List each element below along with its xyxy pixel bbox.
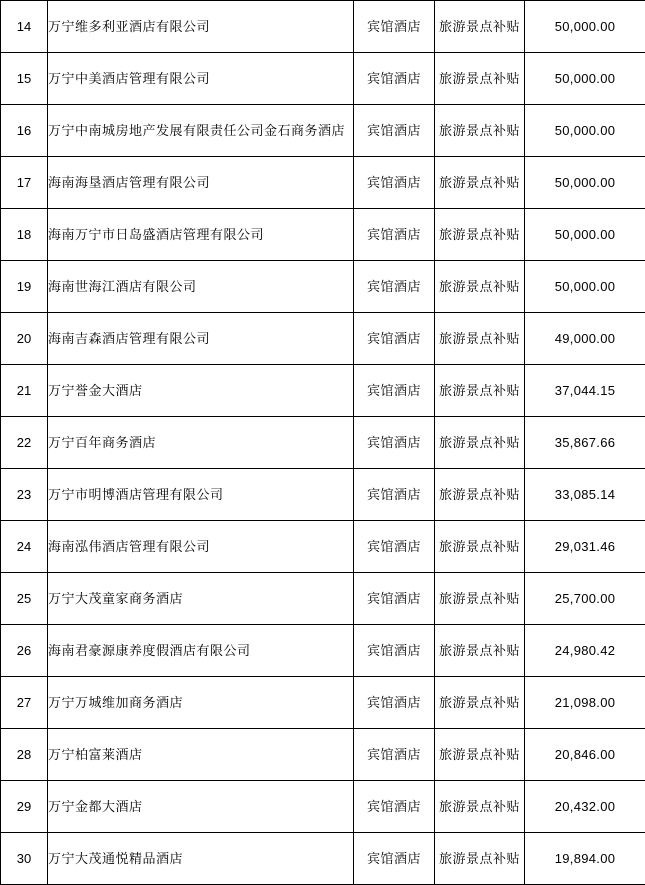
subsidy-category-cell: 旅游景点补贴	[435, 625, 525, 677]
subsidy-category-cell: 旅游景点补贴	[435, 1, 525, 53]
business-type-cell: 宾馆酒店	[354, 365, 435, 417]
business-type-cell: 宾馆酒店	[354, 677, 435, 729]
company-name-cell: 万宁百年商务酒店	[48, 417, 354, 469]
table-row	[1, 573, 645, 625]
company-name-cell: 万宁万城维加商务酒店	[48, 677, 354, 729]
table-row	[1, 365, 645, 417]
row-index-cell: 19	[1, 261, 48, 313]
table-row	[1, 677, 645, 729]
subsidy-category-cell: 旅游景点补贴	[435, 313, 525, 365]
company-name-cell: 海南泓伟酒店管理有限公司	[48, 521, 354, 573]
subsidy-category-cell: 旅游景点补贴	[435, 417, 525, 469]
table-row	[1, 833, 645, 885]
company-name-cell: 万宁金都大酒店	[48, 781, 354, 833]
business-type-cell: 宾馆酒店	[354, 105, 435, 157]
amount-cell: 24,980.42	[525, 625, 645, 677]
amount-cell: 35,867.66	[525, 417, 645, 469]
row-index-cell: 16	[1, 105, 48, 157]
company-name-cell: 海南万宁市日岛盛酒店管理有限公司	[48, 209, 354, 261]
table-row	[1, 261, 645, 313]
subsidy-category-cell: 旅游景点补贴	[435, 365, 525, 417]
business-type-cell: 宾馆酒店	[354, 1, 435, 53]
business-type-cell: 宾馆酒店	[354, 833, 435, 885]
business-type-cell: 宾馆酒店	[354, 209, 435, 261]
amount-cell: 20,846.00	[525, 729, 645, 781]
subsidy-category-cell: 旅游景点补贴	[435, 469, 525, 521]
business-type-cell: 宾馆酒店	[354, 261, 435, 313]
row-index-cell: 22	[1, 417, 48, 469]
business-type-cell: 宾馆酒店	[354, 417, 435, 469]
row-index-cell: 27	[1, 677, 48, 729]
table-row	[1, 209, 645, 261]
amount-cell: 50,000.00	[525, 1, 645, 53]
amount-cell: 50,000.00	[525, 53, 645, 105]
amount-cell: 50,000.00	[525, 157, 645, 209]
company-name-cell: 万宁中南城房地产发展有限责任公司金石商务酒店	[48, 105, 354, 157]
company-name-cell: 万宁中美酒店管理有限公司	[48, 53, 354, 105]
business-type-cell: 宾馆酒店	[354, 469, 435, 521]
amount-cell: 19,894.00	[525, 833, 645, 885]
amount-cell: 50,000.00	[525, 105, 645, 157]
row-index-cell: 23	[1, 469, 48, 521]
company-name-cell: 万宁大茂童家商务酒店	[48, 573, 354, 625]
business-type-cell: 宾馆酒店	[354, 625, 435, 677]
table-row	[1, 417, 645, 469]
subsidy-category-cell: 旅游景点补贴	[435, 157, 525, 209]
row-index-cell: 14	[1, 1, 48, 53]
row-index-cell: 24	[1, 521, 48, 573]
company-name-cell: 海南君豪源康养度假酒店有限公司	[48, 625, 354, 677]
table-row	[1, 313, 645, 365]
subsidy-category-cell: 旅游景点补贴	[435, 53, 525, 105]
row-index-cell: 18	[1, 209, 48, 261]
subsidy-category-cell: 旅游景点补贴	[435, 209, 525, 261]
business-type-cell: 宾馆酒店	[354, 157, 435, 209]
table-row	[1, 53, 645, 105]
row-index-cell: 26	[1, 625, 48, 677]
subsidy-category-cell: 旅游景点补贴	[435, 781, 525, 833]
table-row	[1, 105, 645, 157]
company-name-cell: 海南吉森酒店管理有限公司	[48, 313, 354, 365]
table-row	[1, 781, 645, 833]
table-row	[1, 625, 645, 677]
table-body	[1, 1, 645, 885]
amount-cell: 37,044.15	[525, 365, 645, 417]
business-type-cell: 宾馆酒店	[354, 573, 435, 625]
row-index-cell: 25	[1, 573, 48, 625]
table-row	[1, 521, 645, 573]
table-row	[1, 1, 645, 53]
company-name-cell: 万宁维多利亚酒店有限公司	[48, 1, 354, 53]
company-name-cell: 万宁市明博酒店管理有限公司	[48, 469, 354, 521]
row-index-cell: 20	[1, 313, 48, 365]
company-name-cell: 万宁柏富莱酒店	[48, 729, 354, 781]
company-name-cell: 海南海垦酒店管理有限公司	[48, 157, 354, 209]
subsidy-category-cell: 旅游景点补贴	[435, 677, 525, 729]
amount-cell: 33,085.14	[525, 469, 645, 521]
amount-cell: 50,000.00	[525, 209, 645, 261]
table-row	[1, 469, 645, 521]
row-index-cell: 29	[1, 781, 48, 833]
subsidy-category-cell: 旅游景点补贴	[435, 729, 525, 781]
subsidy-category-cell: 旅游景点补贴	[435, 105, 525, 157]
amount-cell: 50,000.00	[525, 261, 645, 313]
row-index-cell: 21	[1, 365, 48, 417]
business-type-cell: 宾馆酒店	[354, 313, 435, 365]
table-row	[1, 157, 645, 209]
amount-cell: 49,000.00	[525, 313, 645, 365]
business-type-cell: 宾馆酒店	[354, 521, 435, 573]
subsidy-category-cell: 旅游景点补贴	[435, 573, 525, 625]
company-name-cell: 万宁大茂通悦精品酒店	[48, 833, 354, 885]
subsidy-category-cell: 旅游景点补贴	[435, 833, 525, 885]
business-type-cell: 宾馆酒店	[354, 729, 435, 781]
amount-cell: 21,098.00	[525, 677, 645, 729]
row-index-cell: 17	[1, 157, 48, 209]
table-row	[1, 729, 645, 781]
business-type-cell: 宾馆酒店	[354, 781, 435, 833]
amount-cell: 29,031.46	[525, 521, 645, 573]
subsidy-category-cell: 旅游景点补贴	[435, 521, 525, 573]
business-type-cell: 宾馆酒店	[354, 53, 435, 105]
subsidy-category-cell: 旅游景点补贴	[435, 261, 525, 313]
row-index-cell: 15	[1, 53, 48, 105]
amount-cell: 20,432.00	[525, 781, 645, 833]
row-index-cell: 28	[1, 729, 48, 781]
row-index-cell: 30	[1, 833, 48, 885]
amount-cell: 25,700.00	[525, 573, 645, 625]
company-name-cell: 万宁誉金大酒店	[48, 365, 354, 417]
company-name-cell: 海南世海江酒店有限公司	[48, 261, 354, 313]
